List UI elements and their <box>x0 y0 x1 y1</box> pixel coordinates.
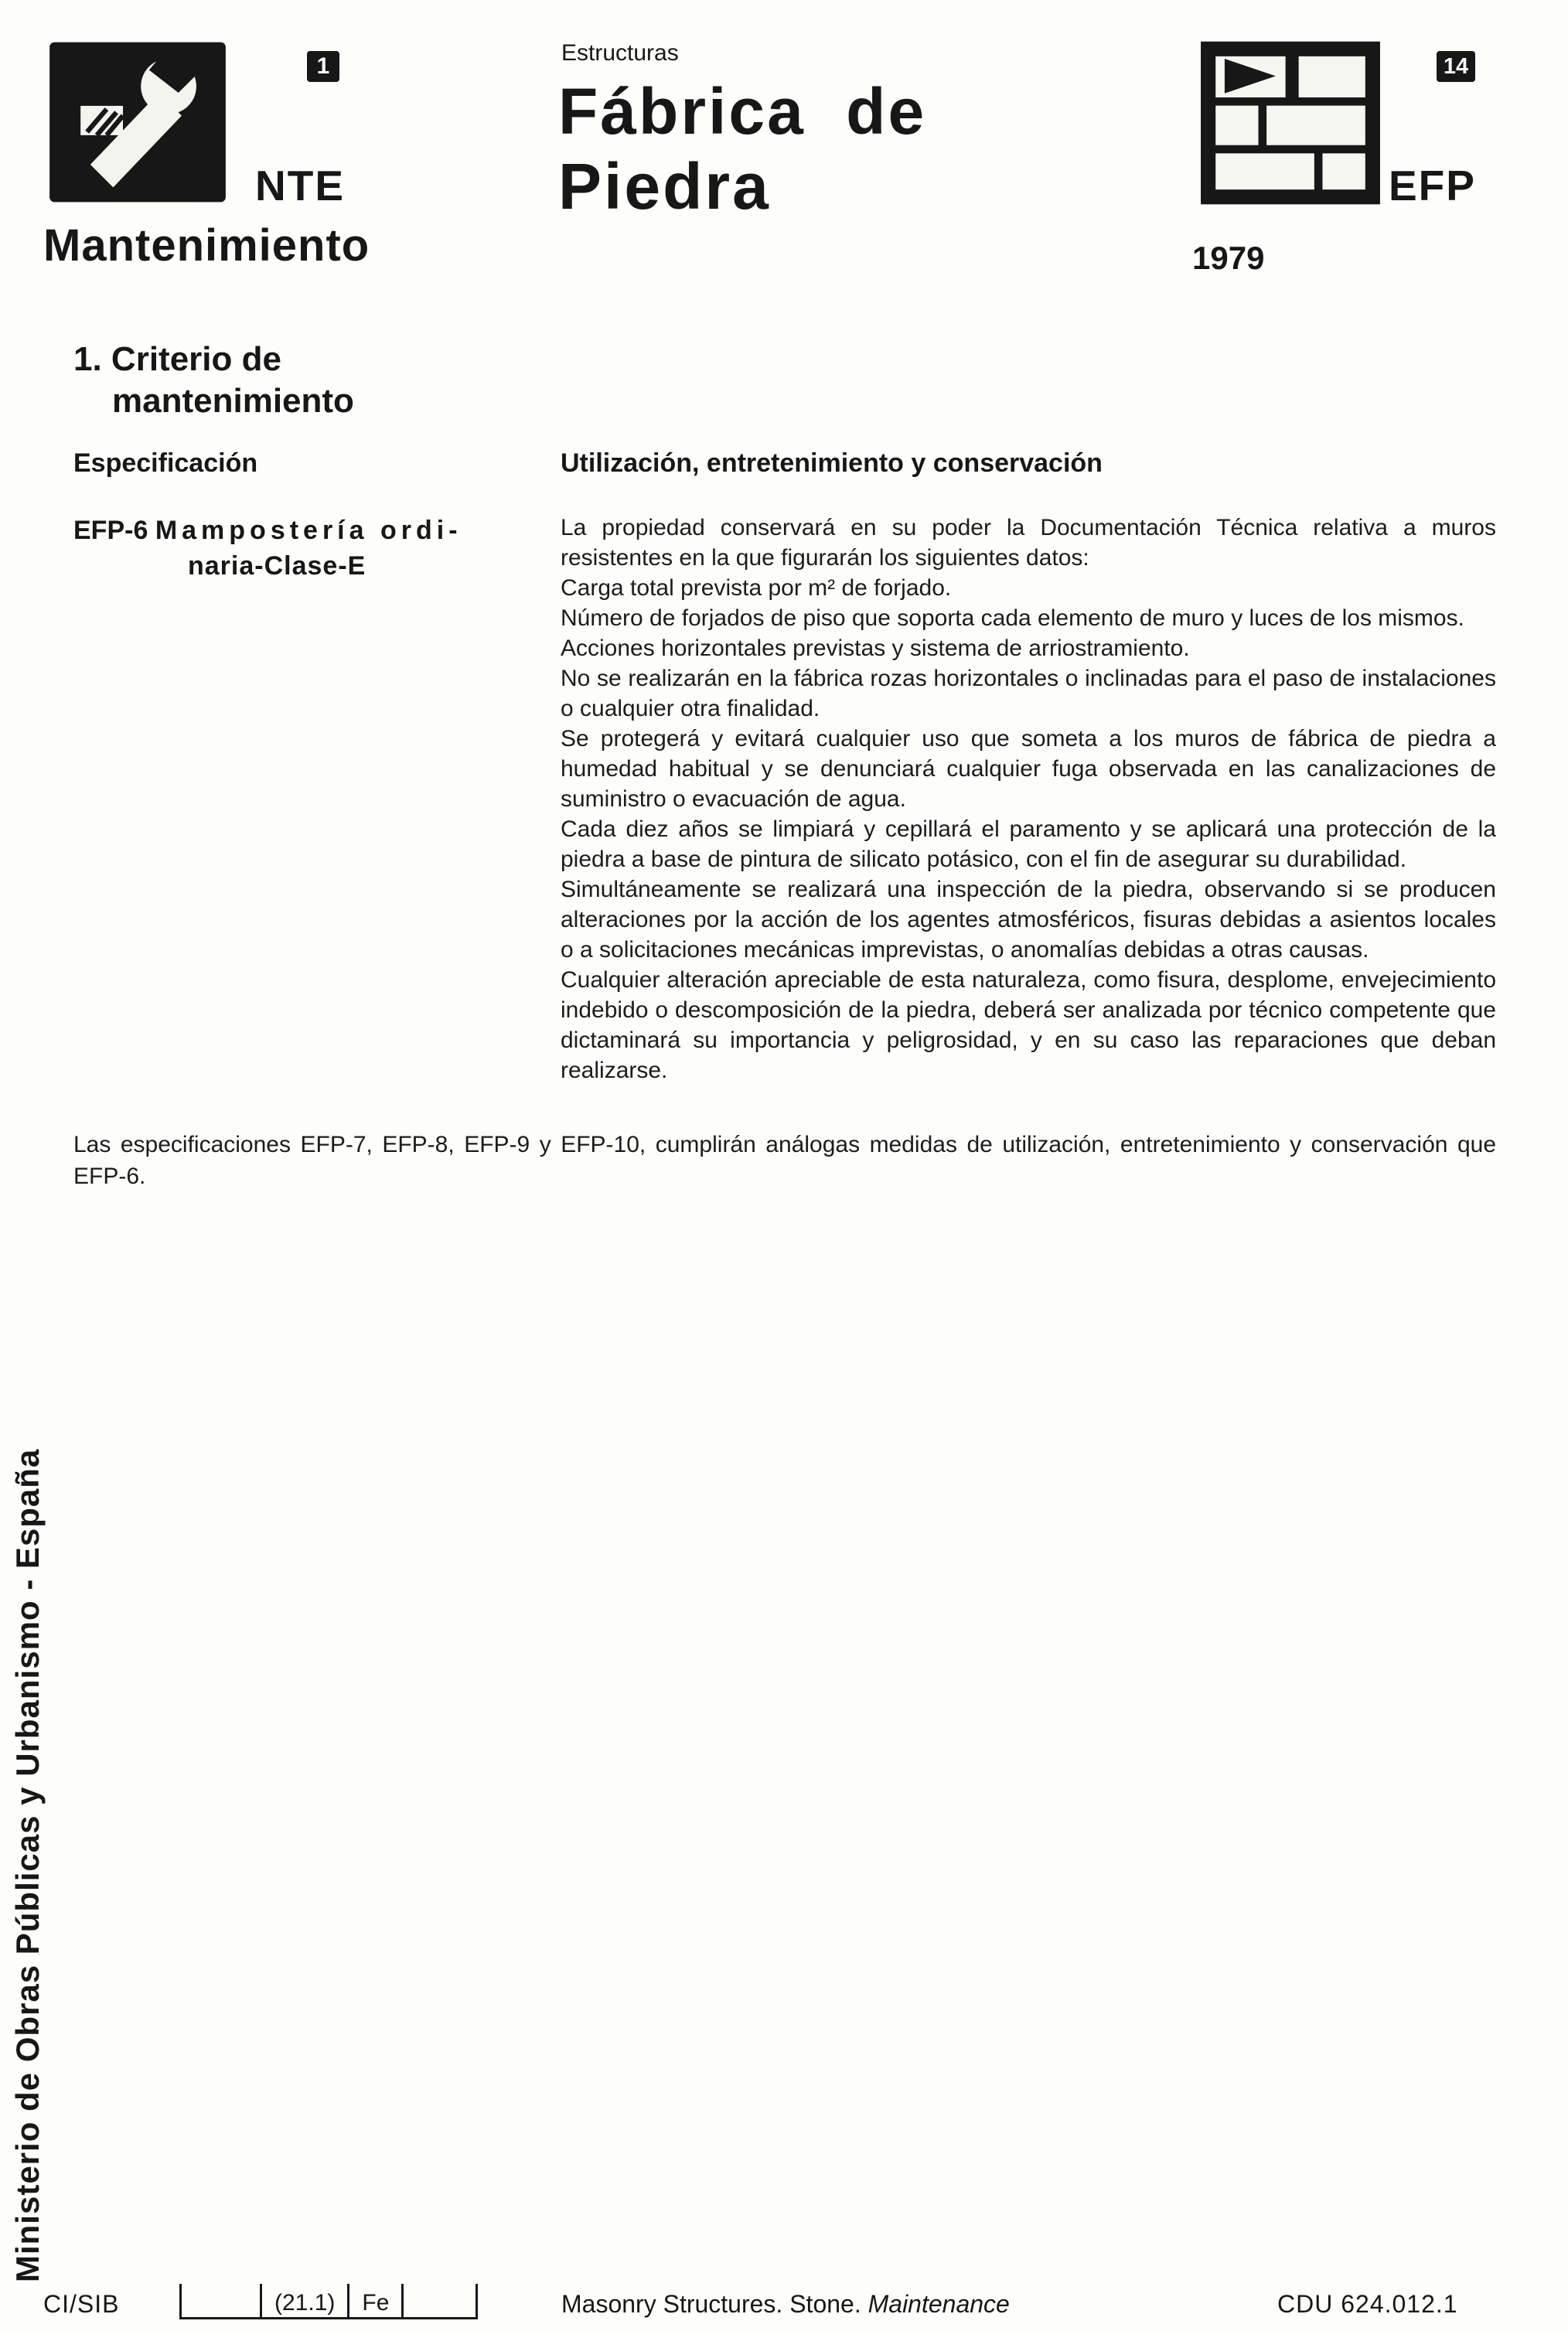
subject-emphasis: Maintenance <box>868 2290 1010 2318</box>
main-content <box>73 339 1496 1192</box>
document-title <box>558 74 926 224</box>
related-specifications-note: Las especificaciones EFP-7, EFP-8, EFP-9 y EFP-10, cumplirán análogas medidas de utilización, entretenimiento y conservación que EFP-6. <box>73 1132 1496 1189</box>
body-paragraph: No se realizarán en la fábrica rozas horizontales o inclinadas para el paso de instalaciones o cualquier otra finalidad. <box>561 666 1496 721</box>
specification-column <box>73 448 561 1085</box>
category-label: Estructuras <box>561 40 679 66</box>
nte-wrench-logo-icon <box>48 40 227 204</box>
sheet-number-badge: 14 <box>1437 51 1475 82</box>
body-paragraph: Se protegerá y evitará cualquier uso que someta a los muros de fábrica de piedra a humedad habitual y se denunciará cualquier fuga observada en las canalizaciones de suministro o evacuación de agua. <box>561 726 1496 812</box>
spec-efp6-name-part1: Mampostería ordi- <box>155 516 462 545</box>
cdu-number: CDU 624.012.1 <box>1277 2290 1458 2318</box>
title-line-2: Piedra <box>558 150 771 223</box>
formbox-empty-segment <box>179 2284 260 2319</box>
usage-column-header: Utilización, entretenimiento y conservación <box>561 448 1103 478</box>
formbox-empty-segment <box>404 2284 478 2319</box>
cisib-code: CI/SIB <box>43 2290 120 2318</box>
spec-efp6-code: EFP-6 <box>73 516 148 545</box>
page-number-badge: 1 <box>307 51 339 82</box>
spec-efp6-name-part2: naria-Clase-E <box>188 551 366 581</box>
formbox-field-21-1: (21.1) <box>260 2284 349 2319</box>
nte-label: NTE <box>255 162 345 210</box>
section-heading <box>73 339 1496 422</box>
body-paragraph: Simultáneamente se realizará una inspección de la piedra, observando si se producen alteraciones por la acción de los agentes atmosféricos, fisuras debidas a asientos locales o a solicitaciones mecánicas imprevistas, o anomalías debidas a otras causas. <box>561 877 1496 963</box>
body-paragraph: Número de forjados de piso que soporta cada elemento de muro y luces de los mismos. <box>561 605 1464 631</box>
ministry-vertical-label: Ministerio de Obras Públicas y Urbanismo - España <box>9 1448 46 2282</box>
efp-code-label: EFP <box>1389 162 1476 210</box>
title-line-1: Fábrica de <box>558 75 927 148</box>
spec-efp6-line-1 <box>73 513 561 548</box>
year-label: 1979 <box>1192 240 1265 276</box>
body-paragraph: La propiedad conservará en su poder la Documentación Técnica relativa a muros resistentes en la que figurarán los siguientes datos: <box>561 515 1496 571</box>
body-paragraph: Cada diez años se limpiará y cepillará el paramento y se aplicará una protección de la piedra a base de pintura de silicato potásico, con el fin de asegurar su durabilidad. <box>561 816 1496 872</box>
body-paragraph: Acciones horizontales previstas y sistema de arriostramiento. <box>561 636 1190 661</box>
specification-column-header: Especificación <box>73 448 258 478</box>
two-column-layout <box>73 448 1496 1085</box>
formbox-field-fe: Fe <box>349 2284 404 2319</box>
footer <box>0 2279 1568 2326</box>
subject-text: Masonry Structures. Stone. <box>561 2290 868 2318</box>
usage-column <box>561 448 1496 1085</box>
stone-masonry-icon <box>1200 40 1381 206</box>
section-heading-line-1: 1. Criterio de <box>73 340 281 378</box>
usage-paragraphs <box>561 513 1496 1085</box>
section-heading-line-2: mantenimiento <box>112 382 354 420</box>
english-subject-line <box>561 2290 1010 2319</box>
classification-formbox <box>179 2284 478 2319</box>
spec-efp6-label <box>73 513 561 584</box>
maintenance-label: Mantenimiento <box>43 220 370 271</box>
body-paragraph: Carga total prevista por m² de forjado. <box>561 575 952 601</box>
body-paragraph: Cualquier alteración apreciable de esta naturaleza, como fisura, desplome, envejecimiento indebido o descomposición de la piedra, deberá ser analizada por técnico competente que dictaminará su importancia y peligrosidad, y en su caso las reparaciones que deban realizarse. <box>561 967 1496 1083</box>
